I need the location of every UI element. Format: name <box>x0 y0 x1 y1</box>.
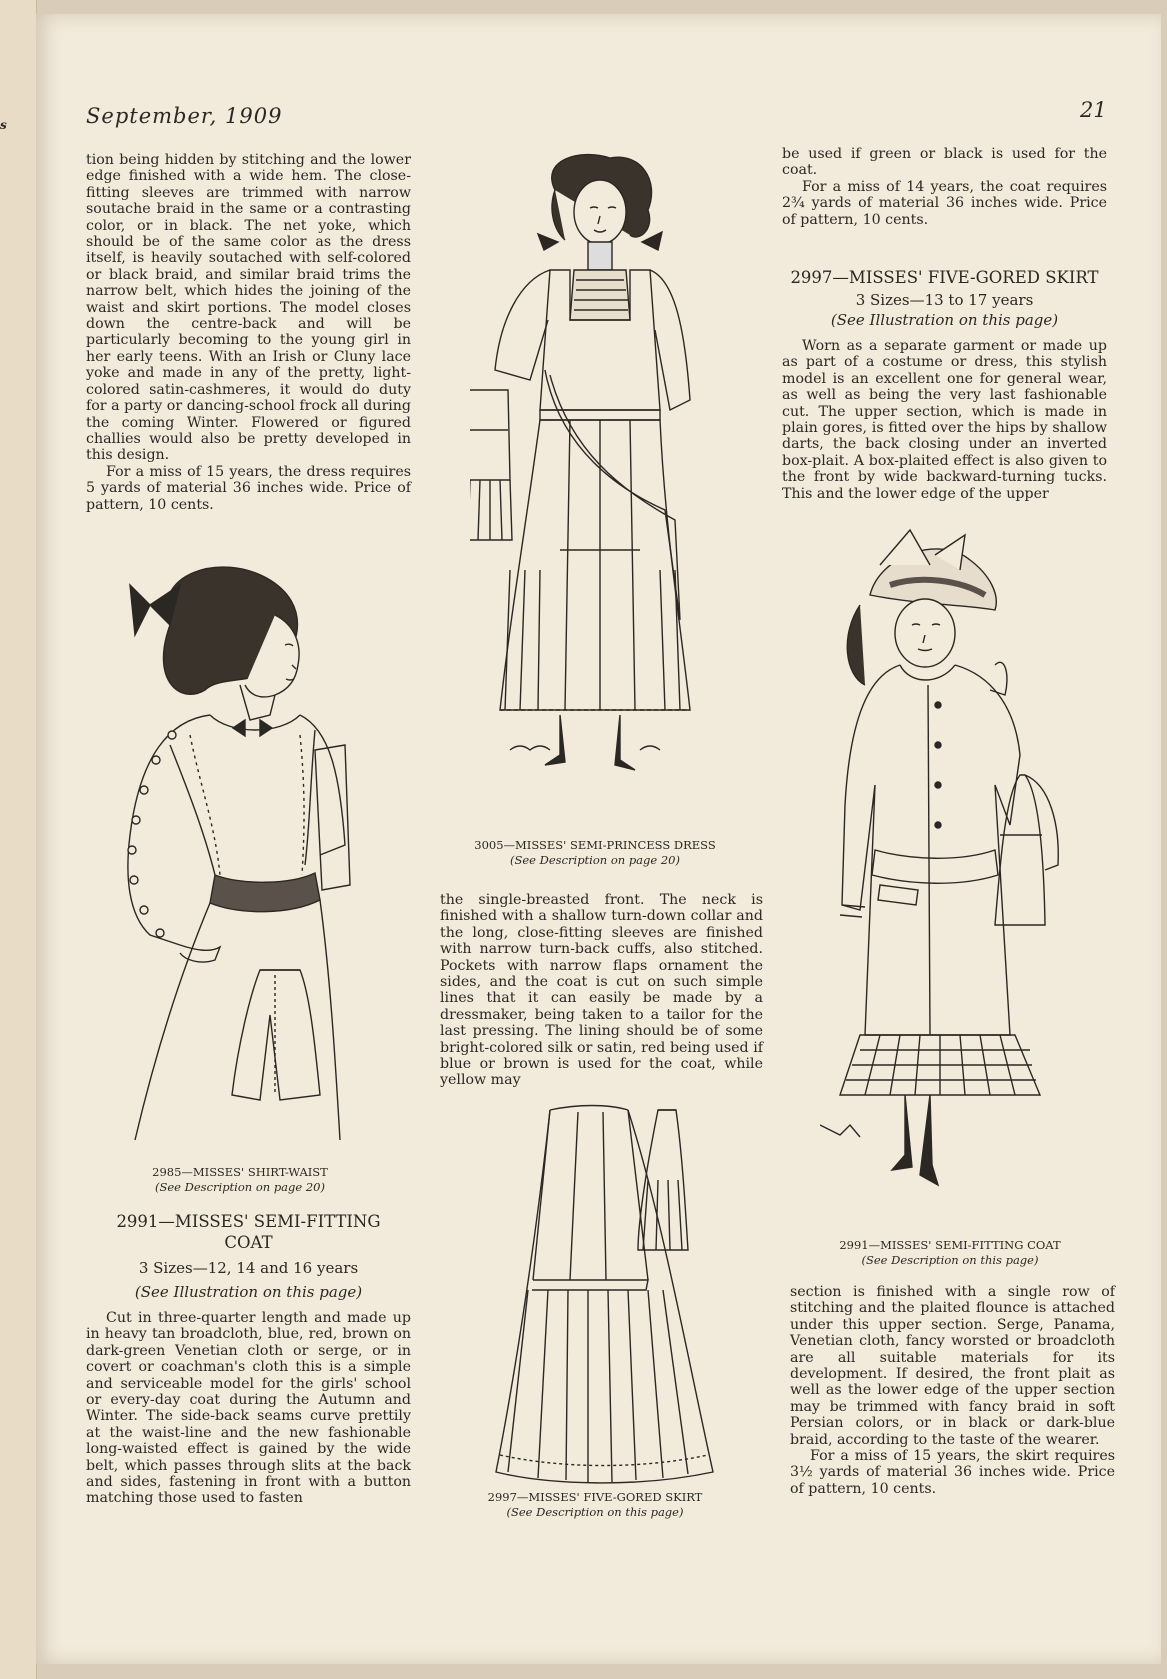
coat-caption-ref: (See Description on this page) <box>861 1253 1039 1267</box>
skirt-caption-title: 2997—MISSES' FIVE-GORED SKIRT <box>487 1490 703 1504</box>
column-left-top-text <box>86 152 411 513</box>
coat-section-sizes: 3 Sizes—12, 14 and 16 years <box>138 1259 359 1277</box>
paragraph: For a miss of 15 years, the dress requires 5 yards of material 36 inches wide. Price of pattern, 10 cents. <box>86 463 411 513</box>
paragraph: section is finished with a single row of stitching and the plaited flounce is attached under this upper section. Serge, Panama, Venetian cloth, fancy worsted or broadcloth are all suitable materials for its development. If desired, the front plait as well as the lower edge of the upper section may be trimmed with fancy braid in soft Persian colors, or in black or dark-blue braid, according to the taste of the wearer. <box>790 1284 1115 1448</box>
skirt-section-text <box>782 338 1107 502</box>
dress-caption-title: 3005—MISSES' SEMI-PRINCESS DRESS <box>474 838 716 852</box>
paragraph: tion being hidden by stitching and the lower edge finished with a wide hem. The close-fitting sleeves are trimmed with narrow soutache braid in the same or a contrasting color, or in black. The net yoke, which should be of the same color as the dress itself, is heavily soutached with self-colored or black braid, and similar braid trims the narrow belt, which hides the joining of the waist and skirt portions. The model closes down the centre-back and will be particularly becoming to the young girl in her early teens. With an Irish or Cluny lace yoke and made in any of the pretty, light-colored satin-cashmeres, it would do duty for a party or dancing-school frock all during the coming Winter. Flowered or figured challies would also be pretty developed in this design. <box>86 152 411 464</box>
skirt-caption <box>470 1490 720 1520</box>
five-gored-skirt-illustration <box>488 1100 718 1500</box>
edge-mark: s <box>0 118 7 132</box>
coat-section-heading-line1: 2991—MISSES' SEMI-FITTING <box>116 1212 381 1231</box>
shirtwaist-caption-ref: (See Description on page 20) <box>155 1180 325 1194</box>
skirt-section-heading: 2997—MISSES' FIVE-GORED SKIRT <box>790 268 1099 287</box>
coat-section-illustration-ref: (See Illustration on this page) <box>134 1283 363 1301</box>
column-middle-text <box>440 892 763 1089</box>
page-date: September, 1909 <box>86 104 283 128</box>
paragraph: the single-breasted front. The neck is finished with a shallow turn-down collar and the long, close-fitting sleeves are finished with narrow turn-back cuffs, also stitched. Pockets with narrow flaps ornament the sides, and the coat is cut on such simple lines that it can easily be made by a dressmaker, being taken to a tailor for the last pressing. The lining should be of some bright-colored silk or satin, red being used if blue or brown is used for the coat, while yellow may <box>440 892 763 1089</box>
dress-caption-ref: (See Description on page 20) <box>510 853 680 867</box>
column-right-bottom-text <box>790 1284 1115 1497</box>
paragraph: Cut in three-quarter length and made up in heavy tan broadcloth, blue, red, brown on dark-green Venetian cloth or serge, or in covert or coachman's cloth this is a simple and serviceable model for the girls' school or every-day coat during the Autumn and Winter. The side-back seams curve prettily at the waist-line and the new fashionable long-waisted effect is gained by the wide belt, which passes through slits at the back and sides, fastening in front with a button matching those used to fasten <box>86 1310 411 1507</box>
paragraph: be used if green or black is used for the coat. <box>782 146 1107 179</box>
coat-caption <box>820 1238 1080 1268</box>
coat-section-heading-line2: COAT <box>224 1233 273 1252</box>
skirt-section-illustration-ref: (See Illustration on this page) <box>830 311 1059 329</box>
paragraph: For a miss of 15 years, the skirt requires 3½ yards of material 36 inches wide. Price of pattern, 10 cents. <box>790 1448 1115 1497</box>
paragraph: Worn as a separate garment or made up as part of a costume or dress, this stylish model is an excellent one for general wear, as well as being the very last fashionable cut. The upper section, which is made in plain gores, is fitted over the hips by shallow darts, the back closing under an inverted box-plait. A box-plaited effect is also given to the front by wide backward-turning tucks. This and the lower edge of the upper <box>782 338 1107 502</box>
shirt-waist-illustration <box>110 555 380 1150</box>
semi-princess-dress-illustration <box>470 150 720 830</box>
coat-caption-title: 2991—MISSES' SEMI-FITTING COAT <box>839 1238 1061 1252</box>
paragraph: For a miss of 14 years, the coat requires 2¾ yards of material 36 inches wide. Price of pattern, 10 cents. <box>782 178 1107 228</box>
coat-section-text <box>86 1310 411 1507</box>
skirt-section-sizes: 3 Sizes—13 to 17 years <box>855 291 1034 309</box>
column-right-top-text <box>782 146 1107 228</box>
shirtwaist-caption-title: 2985—MISSES' SHIRT-WAIST <box>152 1165 328 1179</box>
shirtwaist-caption <box>110 1165 370 1195</box>
semi-fitting-coat-illustration <box>820 525 1080 1245</box>
page-number: 21 <box>1080 98 1107 122</box>
previous-page-edge <box>0 0 37 1679</box>
dress-caption <box>470 838 720 868</box>
skirt-caption-ref: (See Description on this page) <box>506 1505 684 1519</box>
